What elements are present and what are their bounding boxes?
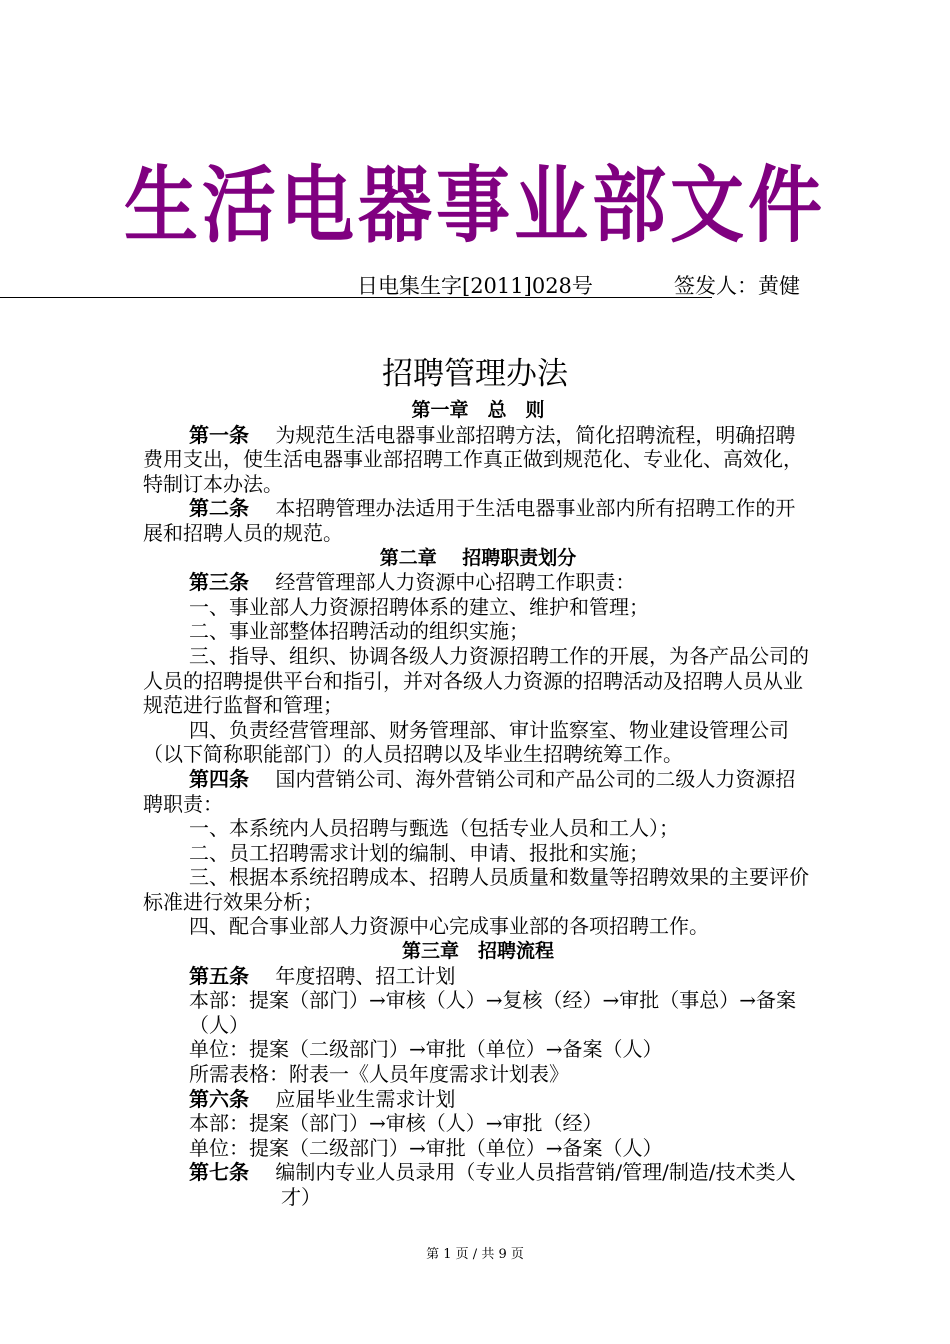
article-4: [143, 767, 813, 816]
article-6-text: 应届毕业生需求计划: [275, 1086, 456, 1111]
article-5: [143, 964, 813, 989]
article-5-line: 本部：提案（部门）→审核（人）→复核（经）→审批（事总）→备案（人）: [189, 988, 797, 1037]
article-2: [143, 496, 813, 545]
document-number: 日电集生字[2011]028号: [357, 274, 593, 298]
article-6: [143, 1087, 813, 1112]
article-3-text: 经营管理部人力资源中心招聘工作职责：: [275, 570, 636, 595]
article-2-text: 本招聘管理办法适用于生活电器事业部内所有招聘工作的开展和招聘人员的规范。: [143, 496, 796, 545]
article-4-item: 二、员工招聘需求计划的编制、申请、报批和实施；: [189, 840, 649, 865]
document-body: [143, 398, 813, 1210]
article-3-item: 三、指导、组织、协调各级人力资源招聘工作的开展，为各产品公司的人员的招聘提供平台和指引，并对各级人力资源的招聘活动及招聘人员从业规范进行监督和管理；: [143, 643, 809, 718]
article-4-item: 一、本系统内人员招聘与甄选（包括专业人员和工人）；: [189, 816, 679, 841]
article-4-item: 四、配合事业部人力资源中心完成事业部的各项招聘工作。: [189, 914, 709, 939]
article-7-label: 第七条: [189, 1160, 249, 1185]
article-4-item: 三、根据本系统招聘成本、招聘人员质量和数量等招聘效果的主要评价标准进行效果分析；: [143, 865, 809, 914]
article-7-text: 编制内专业人员录用（专业人员指营销/管理/制造/技术类人才）: [275, 1160, 796, 1209]
article-5-label: 第五条: [189, 963, 249, 988]
article-3-item: 四、负责经营管理部、财务管理部、审计监察室、物业建设管理公司（以下简称职能部门）的人员招聘以及毕业生招聘统筹工作。: [143, 717, 789, 767]
article-6-label: 第六条: [189, 1086, 249, 1111]
document-signer: 签发人：黄健: [674, 274, 800, 298]
chapter-3-heading: 第三章 招聘流程: [401, 940, 554, 963]
document-meta: [357, 272, 800, 300]
article-1-label: 第一条: [189, 422, 249, 447]
chapter-1-heading: 第一章 总 则: [411, 399, 545, 421]
header-rule: [0, 297, 712, 298]
article-2-label: 第二条: [189, 496, 249, 521]
chapter-2-heading: 第二章 招聘职责划分: [379, 546, 577, 569]
document-title: 招聘管理办法: [382, 356, 568, 392]
article-3-label: 第三条: [189, 570, 249, 595]
article-5-line: 单位：提案（二级部门）→审批（单位）→备案（人）: [189, 1037, 663, 1062]
article-1-text: 为规范生活电器事业部招聘方法，简化招聘流程，明确招聘费用支出，使生活电器事业部招聘工作真正做到规范化、专业化、高效化，特制订本办法。: [143, 422, 803, 496]
article-3-item: 一、事业部人力资源招聘体系的建立、维护和管理；: [189, 594, 649, 619]
document-header-title: 生活电器事业部文件: [124, 157, 826, 255]
article-4-label: 第四条: [189, 766, 249, 791]
article-7: [143, 1160, 813, 1209]
article-5-text: 年度招聘、招工计划: [275, 963, 456, 988]
article-6-line: 单位：提案（二级部门）→审批（单位）→备案（人）: [189, 1135, 663, 1160]
page-footer: 第 1 页 / 共 9 页: [426, 1247, 524, 1262]
article-5-line: 所需表格：附表一《人员年度需求计划表》: [189, 1062, 569, 1087]
article-3: [143, 570, 813, 595]
article-3-item: 二、事业部整体招聘活动的组织实施；: [189, 619, 529, 644]
article-4-text: 国内营销公司、海外营销公司和产品公司的二级人力资源招聘职责：: [143, 766, 796, 816]
article-1: [143, 423, 813, 497]
article-6-line: 本部：提案（部门）→审核（人）→审批（经）: [189, 1111, 603, 1136]
